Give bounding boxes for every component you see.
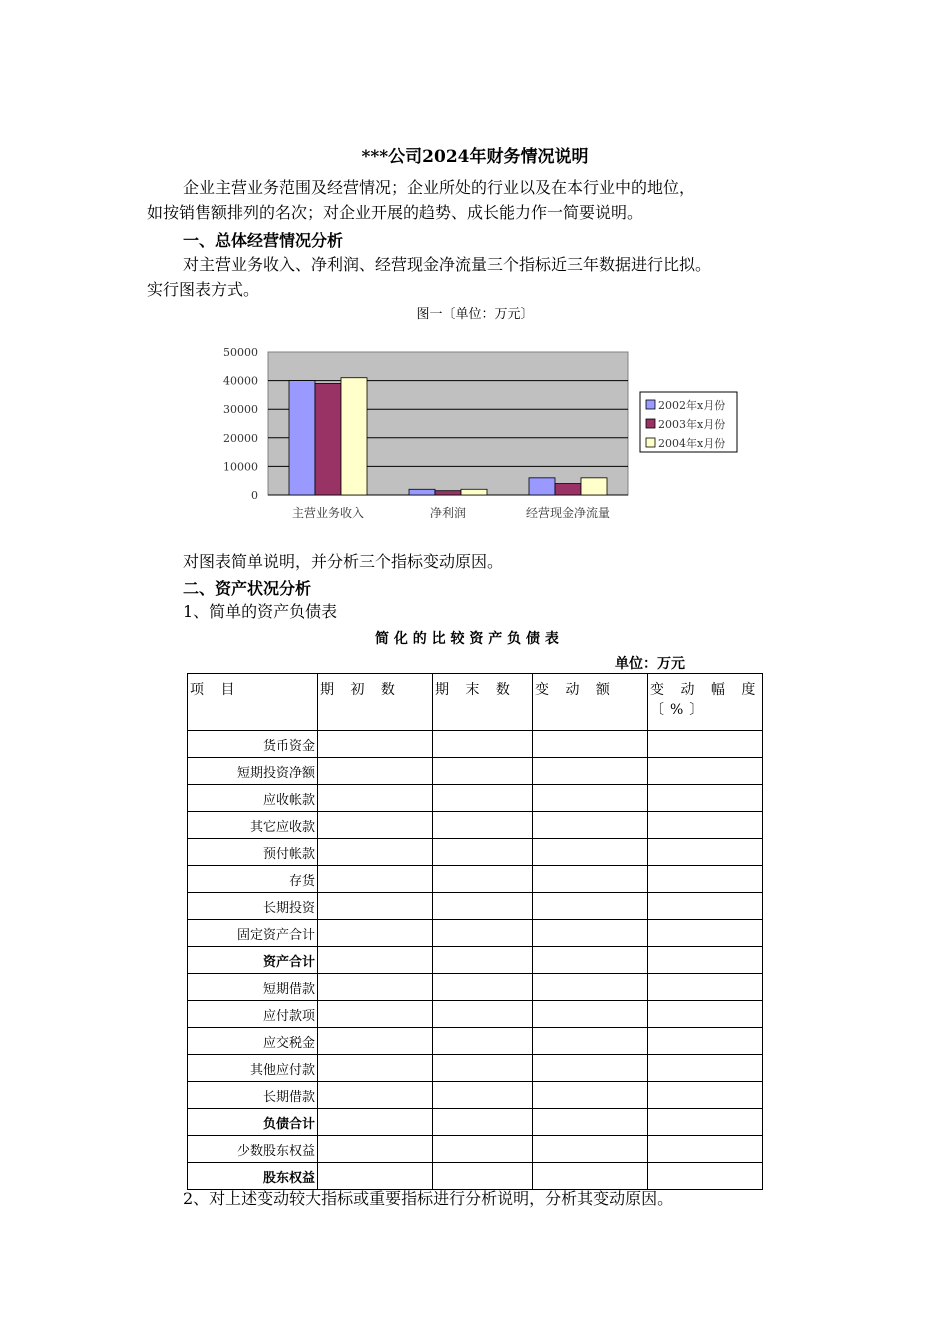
opening-cell: [318, 1001, 433, 1028]
row-label: 长期投资: [188, 893, 318, 920]
section-1-line-1: 对主营业务收入、净利润、经营现金净流量三个指标近三年数据进行比拟。: [183, 255, 712, 274]
document-title: ***公司2024年财务情况说明: [361, 147, 589, 167]
closing-cell: [433, 1109, 533, 1136]
legend-swatch: [646, 438, 655, 447]
change-amount-cell: [533, 839, 648, 866]
section-1-line-2: 实行图表方式。: [147, 280, 260, 299]
row-label: 长期借款: [188, 1082, 318, 1109]
change-percent-cell: [648, 1109, 763, 1136]
section-2-sub-1: 1、简单的资产负债表: [183, 602, 338, 621]
legend-label: 2004年x月份: [658, 437, 726, 450]
closing-cell: [433, 1082, 533, 1109]
change-amount-cell: [533, 1082, 648, 1109]
change-amount-cell: [533, 866, 648, 893]
opening-cell: [318, 1028, 433, 1055]
closing-cell: [433, 731, 533, 758]
intro-line-2: 如按销售额排列的名次；对企业开展的趋势、成长能力作一简要说明。: [147, 203, 644, 222]
bar: [461, 489, 487, 495]
opening-cell: [318, 812, 433, 839]
chart-explanation: 对图表简单说明，并分析三个指标变动原因。: [183, 552, 504, 571]
table-row: [188, 974, 763, 1001]
opening-cell: [318, 1109, 433, 1136]
row-label: 短期投资净额: [188, 758, 318, 785]
figure-caption: 图一〔单位：万元〕: [416, 307, 534, 322]
row-label: 固定资产合计: [188, 920, 318, 947]
change-amount-cell: [533, 1001, 648, 1028]
y-tick-label: 30000: [223, 403, 258, 417]
opening-cell: [318, 866, 433, 893]
legend-label: 2003年x月份: [658, 418, 726, 431]
table-row: [188, 1109, 763, 1136]
x-tick-label: 经营现金净流量: [525, 506, 611, 520]
table-row: [188, 785, 763, 812]
opening-cell: [318, 920, 433, 947]
change-percent-cell: [648, 1001, 763, 1028]
table-title: 简 化 的 比 较 资 产 负 债 表: [375, 631, 559, 647]
x-axis-labels: [292, 505, 610, 520]
legend-swatch: [646, 419, 655, 428]
section-2-sub-2: 2、对上述变动较大指标或重要指标进行分析说明，分析其变动原因。: [183, 1189, 674, 1208]
section-1-heading: 一、总体经营情况分析: [183, 231, 344, 250]
change-percent-cell: [648, 731, 763, 758]
row-label: 应付款项: [188, 1001, 318, 1028]
bar-chart: [200, 340, 760, 530]
change-percent-cell: [648, 974, 763, 1001]
header-item: 项 目: [188, 674, 318, 731]
header-change-amount: 变 动 额: [533, 674, 648, 731]
bar: [581, 478, 607, 495]
change-percent-cell: [648, 758, 763, 785]
y-tick-label: 0: [251, 489, 258, 502]
row-label: 股东权益: [188, 1163, 318, 1190]
row-label: 应收帐款: [188, 785, 318, 812]
y-tick-label: 50000: [223, 346, 258, 359]
bar: [289, 381, 315, 495]
table-row: [188, 758, 763, 785]
change-amount-cell: [533, 920, 648, 947]
closing-cell: [433, 1028, 533, 1055]
change-percent-cell: [648, 1028, 763, 1055]
change-percent-cell: [648, 812, 763, 839]
balance-sheet-table: [187, 673, 763, 1190]
closing-cell: [433, 866, 533, 893]
row-label: 货币资金: [188, 731, 318, 758]
bar: [435, 491, 461, 495]
change-amount-cell: [533, 758, 648, 785]
change-percent-cell: [648, 1082, 763, 1109]
y-axis-ticks: [223, 346, 258, 502]
change-amount-cell: [533, 1028, 648, 1055]
y-tick-label: 20000: [223, 431, 258, 445]
opening-cell: [318, 731, 433, 758]
opening-cell: [318, 839, 433, 866]
change-amount-cell: [533, 1055, 648, 1082]
legend: [640, 392, 737, 452]
table-row: [188, 812, 763, 839]
table-row: [188, 1136, 763, 1163]
opening-cell: [318, 758, 433, 785]
legend-swatch: [646, 400, 655, 409]
table-header-row: [188, 674, 763, 731]
opening-cell: [318, 974, 433, 1001]
y-tick-label: 10000: [223, 460, 258, 474]
intro-line-1: 企业主营业务范围及经营情况；企业所处的行业以及在本行业中的地位，: [183, 178, 696, 197]
section-2-heading: 二、资产状况分析: [183, 579, 312, 598]
opening-cell: [318, 1136, 433, 1163]
change-percent-cell: [648, 1136, 763, 1163]
opening-cell: [318, 893, 433, 920]
bar: [315, 383, 341, 495]
table-row: [188, 920, 763, 947]
table-unit: 单位：万元: [615, 656, 685, 672]
row-label: 预付帐款: [188, 839, 318, 866]
table-row: [188, 731, 763, 758]
bar: [341, 378, 367, 495]
x-tick-label: 主营业务收入: [291, 506, 365, 520]
table-row: [188, 1055, 763, 1082]
bar: [529, 478, 555, 495]
change-amount-cell: [533, 974, 648, 1001]
change-amount-cell: [533, 1136, 648, 1163]
legend-label: 2002年x月份: [658, 399, 726, 412]
closing-cell: [433, 785, 533, 812]
closing-cell: [433, 812, 533, 839]
change-percent-cell: [648, 920, 763, 947]
closing-cell: [433, 1001, 533, 1028]
y-tick-label: 40000: [223, 374, 258, 388]
closing-cell: [433, 920, 533, 947]
change-percent-cell: [648, 785, 763, 812]
bar: [409, 489, 435, 495]
change-amount-cell: [533, 731, 648, 758]
change-percent-cell: [648, 947, 763, 974]
table-row: [188, 1028, 763, 1055]
closing-cell: [433, 839, 533, 866]
table-row: [188, 839, 763, 866]
table-row: [188, 1001, 763, 1028]
bar: [555, 484, 581, 495]
opening-cell: [318, 1055, 433, 1082]
row-label: 负债合计: [188, 1109, 318, 1136]
closing-cell: [433, 974, 533, 1001]
opening-cell: [318, 1082, 433, 1109]
change-amount-cell: [533, 947, 648, 974]
row-label: 短期借款: [188, 974, 318, 1001]
row-label: 存货: [188, 866, 318, 893]
row-label: 其它应收款: [188, 812, 318, 839]
table-row: [188, 947, 763, 974]
table-row: [188, 866, 763, 893]
closing-cell: [433, 1055, 533, 1082]
closing-cell: [433, 1136, 533, 1163]
change-amount-cell: [533, 893, 648, 920]
change-amount-cell: [533, 785, 648, 812]
header-opening: 期 初 数: [318, 674, 433, 731]
opening-cell: [318, 947, 433, 974]
row-label: 应交税金: [188, 1028, 318, 1055]
change-percent-cell: [648, 866, 763, 893]
closing-cell: [433, 947, 533, 974]
change-amount-cell: [533, 1109, 648, 1136]
table-row: [188, 1082, 763, 1109]
table-row: [188, 893, 763, 920]
x-tick-label: 净利润: [429, 506, 467, 520]
row-label: 其他应付款: [188, 1055, 318, 1082]
closing-cell: [433, 758, 533, 785]
row-label: 资产合计: [188, 947, 318, 974]
header-closing: 期 末 数: [433, 674, 533, 731]
opening-cell: [318, 785, 433, 812]
row-label: 少数股东权益: [188, 1136, 318, 1163]
change-percent-cell: [648, 893, 763, 920]
change-amount-cell: [533, 812, 648, 839]
header-change-percent: 变 动 幅 度〔%〕: [648, 674, 763, 731]
change-percent-cell: [648, 839, 763, 866]
closing-cell: [433, 893, 533, 920]
change-percent-cell: [648, 1055, 763, 1082]
